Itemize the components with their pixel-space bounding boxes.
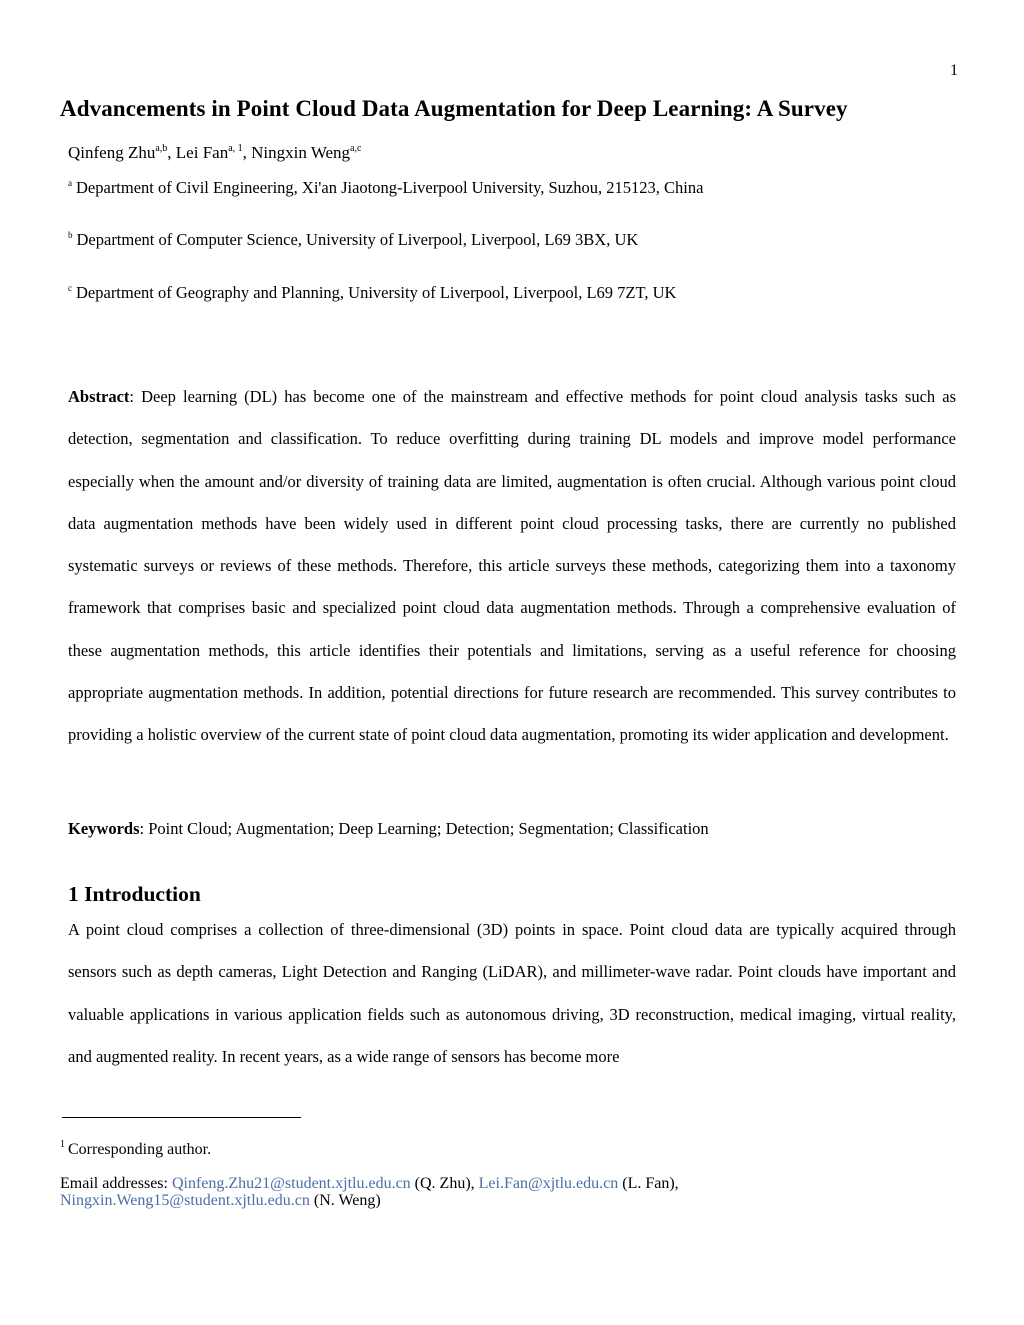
email-owner: (Q. Zhu), xyxy=(410,1175,479,1192)
footnote xyxy=(60,1139,211,1159)
keywords-label: Keywords xyxy=(68,819,140,838)
email-link[interactable]: Ningxin.Weng15@student.xjtlu.edu.cn xyxy=(60,1192,310,1209)
abstract-text: : Deep learning (DL) has become one of the mainstream and effective methods for point cloud analysis tasks such as detection, segmentation and classification. To reduce overfitting during training DL models and improve model performance especially when the amount and/or diversity of training data are limited, augmentation is often crucial. Although various point cloud data augmentation methods have been widely used in different point cloud processing tasks, there are currently no published systematic surveys or reviews of these methods. Therefore, this article surveys these methods, categorizing them into a taxonomy framework that comprises basic and specialized point cloud data augmentation methods. Through a comprehensive evaluation of these augmentation methods, this article identifies their potentials and limitations, serving as a useful reference for choosing appropriate augmentation methods. In addition, potential directions for future research are recommended. This survey contributes to providing a holistic overview of the current state of point cloud data augmentation, promoting its wider application and development. xyxy=(68,387,956,745)
affiliation-text: Department of Civil Engineering, Xi'an Jiaotong-Liverpool University, Suzhou, 215123, China xyxy=(76,178,704,197)
affiliation-a xyxy=(68,178,703,198)
author-affiliation-mark: a,c xyxy=(350,143,362,154)
affiliation-text: Department of Computer Science, University of Liverpool, Liverpool, L69 3BX, UK xyxy=(76,230,639,249)
author-list: Qinfeng Zhu$^{a,b}$, Lei Fan$^{a, 1}$, Ningxin Weng$^{a,c}$ xyxy=(68,143,362,162)
email-owner: (L. Fan), xyxy=(618,1175,679,1192)
footnote-text: Corresponding author. xyxy=(68,1141,212,1158)
email-addresses xyxy=(60,1175,960,1209)
affiliation-mark: a xyxy=(68,178,72,188)
author-name: Ningxin Weng xyxy=(251,143,351,162)
section-heading: 1 Introduction xyxy=(68,882,201,906)
footnote-divider xyxy=(62,1117,301,1118)
keywords-text: : Point Cloud; Augmentation; Deep Learning; Detection; Segmentation; Classification xyxy=(139,819,709,838)
email-label: Email addresses: xyxy=(60,1175,172,1192)
email-link[interactable]: Lei.Fan@xjtlu.edu.cn xyxy=(478,1175,619,1192)
affiliation-mark: b xyxy=(68,230,73,240)
abstract-label: Abstract xyxy=(68,387,130,406)
author-affiliation-mark: a, 1 xyxy=(228,143,243,154)
abstract xyxy=(68,376,956,757)
footnote-mark: 1 xyxy=(60,1139,65,1150)
author-affiliation-mark: a,b xyxy=(155,143,168,154)
paper-title: Advancements in Point Cloud Data Augmentation for Deep Learning: A Survey xyxy=(60,96,848,121)
introduction-paragraph: A point cloud comprises a collection of three-dimensional (3D) points in space. Point cloud data are typically acquired through sensors such as depth cameras, Light Detection and Ranging (LiDAR), and millimeter-wave radar. Point clouds have important and valuable applications in various application fields such as autonomous driving, 3D reconstruction, medical imaging, virtual reality, and augmented reality. In recent years, as a wide range of sensors has become more xyxy=(68,920,956,1066)
email-owner: (N. Weng) xyxy=(309,1192,381,1209)
affiliation-text: Department of Geography and Planning, University of Liverpool, Liverpool, L69 7ZT, UK xyxy=(76,283,677,302)
author-name: Qinfeng Zhu xyxy=(68,143,156,162)
keywords xyxy=(68,819,709,839)
affiliation-c xyxy=(68,283,676,303)
page-number: 1 xyxy=(950,62,958,79)
author-name: Lei Fan xyxy=(175,143,229,162)
affiliation-b xyxy=(68,230,638,250)
affiliation-mark: c xyxy=(68,283,72,293)
email-link[interactable]: Qinfeng.Zhu21@student.xjtlu.edu.cn xyxy=(171,1175,411,1192)
